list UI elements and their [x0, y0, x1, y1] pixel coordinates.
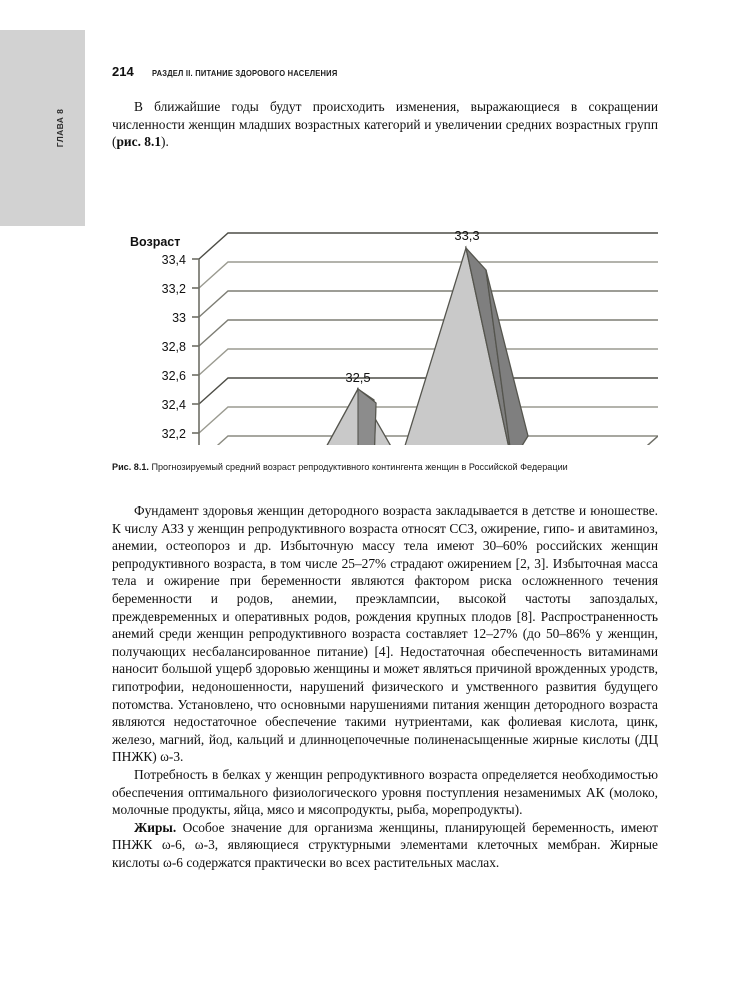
paragraph-3 — [112, 819, 658, 872]
figure-caption-number: Рис. 8.1. — [112, 462, 149, 472]
paragraph-2: Потребность в белках у женщин репродуктивного возраста определяется необходимостью обеспечения оптимального физиологического уровня поступления незаменимых АК (молоко, молочные продукты, яйца, мясо и мясопродукты, рыба, морепродукты). — [112, 766, 658, 818]
chart-data-label-2018: 33,3 — [454, 228, 480, 243]
figure-reference: рис. 8.1 — [116, 134, 162, 150]
chart-pyramid-2018 — [400, 248, 528, 445]
chapter-tab — [0, 30, 85, 226]
running-head — [112, 64, 672, 79]
intro-text-post: ). — [161, 134, 169, 150]
svg-text:33: 33 — [172, 311, 186, 325]
figure-8-1 — [112, 160, 658, 450]
chapter-tab-label: ГЛАВА 8 — [54, 108, 65, 148]
section-title: РАЗДЕЛ II. ПИТАНИЕ ЗДОРОВОГО НАСЕЛЕНИЯ — [151, 69, 338, 78]
intro-text-pre: В ближайшие годы будут происходить изменения, выражающиеся в сокращении численности женщин младших возрастных категорий и увеличении средних возрастных групп ( — [112, 99, 658, 150]
svg-text:32,8: 32,8 — [161, 340, 186, 354]
chart-3d-pyramid — [112, 160, 658, 445]
svg-text:33,2: 33,2 — [161, 282, 186, 296]
paragraph-1: Фундамент здоровья женщин детородного возраста закладывается в детстве и юношестве. К числу АЗЗ у женщин репродуктивного возраста относят ССЗ, ожирение, гипо- и авитаминоз, анемии, остеопороз и др. Избыточную массу тела имеют 30–60% российских женщин репродуктивного возраста, в том числе 25–27% страдают ожирением [2, 3]. Избыточная масса тела и ожирение при беременности являются фактором риска осложненного течения беременности и родов, анемии, преэклампсии, высокой частоты запоздалых, преждевременных и оперативных родов, рождения крупных плодов [8]. Распространенность анемий среди женщин репродуктивного возраста составляет 12–27% (до 50–86% у женщин, получающих несбалансированное питание) [4]. Недостаточная обеспеченность витаминами наносит большой ущерб здоровью женщины и может являться причиной врожденных уродств, гипотрофии, недоношенности, нарушений физического и умственного развития будущего потомства. Установлено, что основными нарушениями питания женщин детородного возраста являются недостаточное обеспечение такими нутриентами, как фолиевая кислота, цинк, железо, магний, йод, кальций и длинноцепочечные полиненасыщенные жирные кислоты (ДЦ ПНЖК) ω-3. — [112, 503, 658, 765]
chart-y-axis-title: Возраст — [130, 235, 181, 249]
figure-caption — [112, 461, 658, 475]
chart-data-label-2013: 32,5 — [345, 370, 371, 385]
main-text-block — [112, 502, 658, 871]
page-number: 214 — [112, 64, 134, 79]
chart-y-tick-labels — [162, 253, 186, 445]
intro-paragraph — [112, 98, 658, 151]
paragraph-3-body: Особое значение для организма женщины, планирующей беременность, имеют ПНЖК ω-6, ω-3, являющиеся структурными элементами клеточных мембран. Жирные кислоты ω-6 содержатся практически во всех растительных маслах. — [112, 819, 658, 870]
figure-caption-text: Прогнозируемый средний возраст репродуктивного контингента женщин в Российской Федерации — [148, 462, 568, 472]
svg-text:33,4: 33,4 — [161, 253, 186, 267]
chart-value-axis — [192, 259, 199, 445]
paragraph-3-lead-in: Жиры. — [134, 819, 177, 835]
svg-text:32,2: 32,2 — [161, 427, 186, 441]
svg-text:32,6: 32,6 — [161, 369, 186, 383]
intro-paragraph-block — [112, 98, 658, 151]
svg-text:32,4: 32,4 — [161, 398, 186, 412]
